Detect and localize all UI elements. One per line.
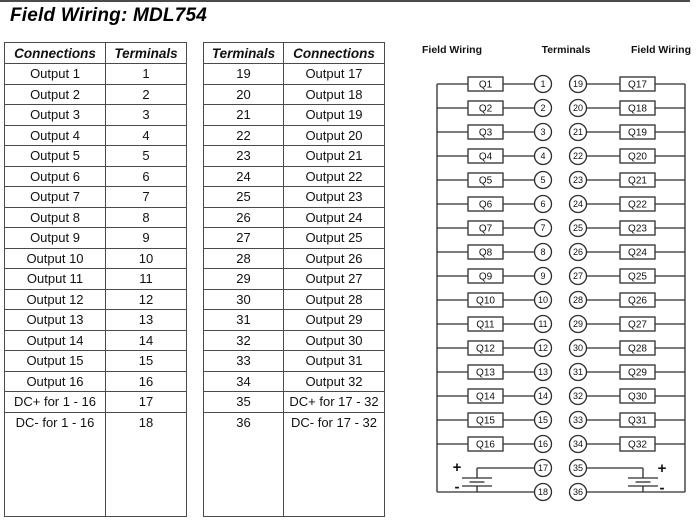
- table-cell: 27: [204, 228, 284, 249]
- q-box-label: Q21: [628, 175, 647, 187]
- terminal-number: 1: [540, 79, 546, 90]
- table-cell: Output 24: [284, 207, 385, 228]
- q-box-label: Q3: [478, 127, 493, 139]
- table-cell: Output 17: [284, 64, 385, 85]
- table-cell: 20: [204, 84, 284, 105]
- q-box-label: Q18: [628, 103, 647, 115]
- q-box-label: Q8: [478, 247, 493, 259]
- table-cell: 36: [204, 412, 284, 517]
- table-cell: Output 2: [5, 84, 106, 105]
- table-cell: Output 27: [284, 269, 385, 290]
- q-box-label: Q23: [628, 223, 647, 235]
- q-box-label: Q12: [476, 343, 495, 355]
- table-cell: Output 8: [5, 207, 106, 228]
- table-cell: Output 14: [5, 330, 106, 351]
- terminal-number: 16: [537, 439, 549, 450]
- q-box-label: Q6: [478, 199, 493, 211]
- table-cell: Output 18: [284, 84, 385, 105]
- table-cell: Output 15: [5, 351, 106, 372]
- q-box-label: Q17: [628, 79, 647, 91]
- page-title: Field Wiring: MDL754: [10, 5, 208, 26]
- table-cell: 17: [106, 392, 187, 413]
- table-cell: Output 1: [5, 64, 106, 85]
- terminal-number: 19: [572, 79, 584, 90]
- terminal-number: 4: [540, 151, 546, 162]
- q-box-label: Q2: [478, 103, 493, 115]
- terminal-number: 3: [540, 127, 546, 138]
- terminal-number: 24: [572, 199, 584, 210]
- terminal-number: 23: [572, 175, 584, 186]
- q-box-label: Q25: [628, 271, 647, 283]
- terminal-number: 28: [572, 295, 584, 306]
- terminal-number: 36: [572, 487, 584, 498]
- table-cell: 26: [204, 207, 284, 228]
- table-cell: 24: [204, 166, 284, 187]
- diagram-header-field-wiring-left: Field Wiring: [422, 44, 482, 56]
- table-cell: Output 11: [5, 269, 106, 290]
- terminal-number: 25: [572, 223, 584, 234]
- table-cell: 22: [204, 125, 284, 146]
- terminal-number: 22: [572, 151, 584, 162]
- table-cell: Output 26: [284, 248, 385, 269]
- table-cell: Output 7: [5, 187, 106, 208]
- table-cell: Output 21: [284, 146, 385, 167]
- table-cell: Output 13: [5, 310, 106, 331]
- table-cell: 32: [204, 330, 284, 351]
- q-box-label: Q27: [628, 319, 647, 331]
- terminal-number: 15: [537, 415, 549, 426]
- terminal-number: 20: [572, 103, 584, 114]
- table-cell: Output 29: [284, 310, 385, 331]
- terminal-number: 11: [538, 319, 548, 330]
- table-cell: Output 20: [284, 125, 385, 146]
- q-box-label: Q7: [478, 223, 493, 235]
- q-box-label: Q22: [628, 199, 647, 211]
- q-box-label: Q30: [628, 391, 647, 403]
- terminal-number: 35: [572, 463, 584, 474]
- q-box-label: Q9: [478, 271, 493, 283]
- table-cell: 19: [204, 64, 284, 85]
- terminal-number: 5: [540, 175, 546, 186]
- q-box-label: Q16: [476, 439, 495, 451]
- table-cell: DC+ for 1 - 16: [5, 392, 106, 413]
- q-box-label: Q24: [628, 247, 647, 259]
- terminal-number: 10: [537, 295, 549, 306]
- table-cell: 33: [204, 351, 284, 372]
- plus-label: +: [657, 460, 667, 477]
- table-cell: 23: [204, 146, 284, 167]
- table-cell: 16: [106, 371, 187, 392]
- table-cell: 29: [204, 269, 284, 290]
- q-box-label: Q28: [628, 343, 647, 355]
- table-cell: 12: [106, 289, 187, 310]
- q-box-label: Q14: [476, 391, 495, 403]
- diagram-header-terminals: Terminals: [541, 44, 591, 56]
- terminal-number: 29: [572, 319, 584, 330]
- table-cell: Output 25: [284, 228, 385, 249]
- table-cell: Output 4: [5, 125, 106, 146]
- terminal-number: 32: [572, 391, 584, 402]
- table-cell: 15: [106, 351, 187, 372]
- q-box-label: Q13: [476, 367, 495, 379]
- terminal-number: 30: [572, 343, 584, 354]
- terminal-number: 8: [540, 247, 546, 258]
- table-cell: DC+ for 17 - 32: [284, 392, 385, 413]
- q-box-label: Q4: [478, 151, 493, 163]
- q-box-label: Q32: [628, 439, 647, 451]
- q-box-label: Q26: [628, 295, 647, 307]
- terminal-number: 17: [537, 463, 549, 474]
- table-cell: 1: [106, 64, 187, 85]
- terminal-number: 33: [572, 415, 584, 426]
- terminal-number: 27: [572, 271, 584, 282]
- table-cell: Output 12: [5, 289, 106, 310]
- terminal-number: 7: [540, 223, 546, 234]
- terminal-number: 21: [572, 127, 584, 138]
- table-cell: Output 5: [5, 146, 106, 167]
- table-cell: 31: [204, 310, 284, 331]
- table-cell: Output 16: [5, 371, 106, 392]
- column-header-connections: Connections: [284, 43, 385, 64]
- table-cell: Output 32: [284, 371, 385, 392]
- table-cell: 21: [204, 105, 284, 126]
- table-cell: Output 22: [284, 166, 385, 187]
- table-cell: 18: [106, 412, 187, 517]
- table-cell: 11: [106, 269, 187, 290]
- table-cell: 7: [106, 187, 187, 208]
- table-cell: 6: [106, 166, 187, 187]
- terminal-number: 12: [537, 343, 549, 354]
- q-box-label: Q1: [478, 79, 493, 91]
- column-header-connections: Connections: [5, 43, 106, 64]
- table-cell: Output 3: [5, 105, 106, 126]
- minus-label: -: [454, 478, 460, 496]
- table-cell: Output 9: [5, 228, 106, 249]
- q-box-label: Q5: [478, 175, 493, 187]
- terminal-number: 34: [572, 439, 584, 450]
- table-cell: DC- for 1 - 16: [5, 412, 106, 517]
- table-cell: Output 19: [284, 105, 385, 126]
- terminal-number: 9: [540, 271, 546, 282]
- terminal-number: 6: [540, 199, 546, 210]
- q-box-label: Q10: [476, 295, 495, 307]
- diagram-header-field-wiring-right: Field Wiring: [631, 44, 691, 56]
- battery-symbol-right: [587, 468, 686, 492]
- q-box-label: Q11: [476, 319, 495, 331]
- table-cell: Output 10: [5, 248, 106, 269]
- terminal-number: 2: [540, 103, 546, 114]
- table-cell: 25: [204, 187, 284, 208]
- table-cell: Output 31: [284, 351, 385, 372]
- q-box-label: Q20: [628, 151, 647, 163]
- table-cell: Output 6: [5, 166, 106, 187]
- table-cell: DC- for 17 - 32: [284, 412, 385, 517]
- table-cell: 2: [106, 84, 187, 105]
- terminal-number: 31: [572, 367, 584, 378]
- column-header-terminals: Terminals: [204, 43, 284, 64]
- table-cell: 30: [204, 289, 284, 310]
- minus-label: -: [659, 479, 665, 497]
- table-cell: 5: [106, 146, 187, 167]
- terminal-number: 13: [537, 367, 549, 378]
- terminal-number: 14: [537, 391, 549, 402]
- table-cell: 34: [204, 371, 284, 392]
- table-cell: 14: [106, 330, 187, 351]
- table-cell: 3: [106, 105, 187, 126]
- terminal-number: 26: [572, 247, 584, 258]
- plus-label: +: [452, 459, 462, 476]
- q-box-label: Q15: [476, 415, 495, 427]
- table-cell: 9: [106, 228, 187, 249]
- q-box-label: Q19: [628, 127, 647, 139]
- terminal-number: 18: [537, 487, 549, 498]
- table-cell: Output 23: [284, 187, 385, 208]
- table-cell: 8: [106, 207, 187, 228]
- table-cell: Output 30: [284, 330, 385, 351]
- table-cell: 35: [204, 392, 284, 413]
- table-cell: 10: [106, 248, 187, 269]
- table-cell: 13: [106, 310, 187, 331]
- q-box-label: Q29: [628, 367, 647, 379]
- q-box-label: Q31: [628, 415, 647, 427]
- table-cell: 4: [106, 125, 187, 146]
- table-cell: 28: [204, 248, 284, 269]
- column-header-terminals: Terminals: [106, 43, 187, 64]
- table-cell: Output 28: [284, 289, 385, 310]
